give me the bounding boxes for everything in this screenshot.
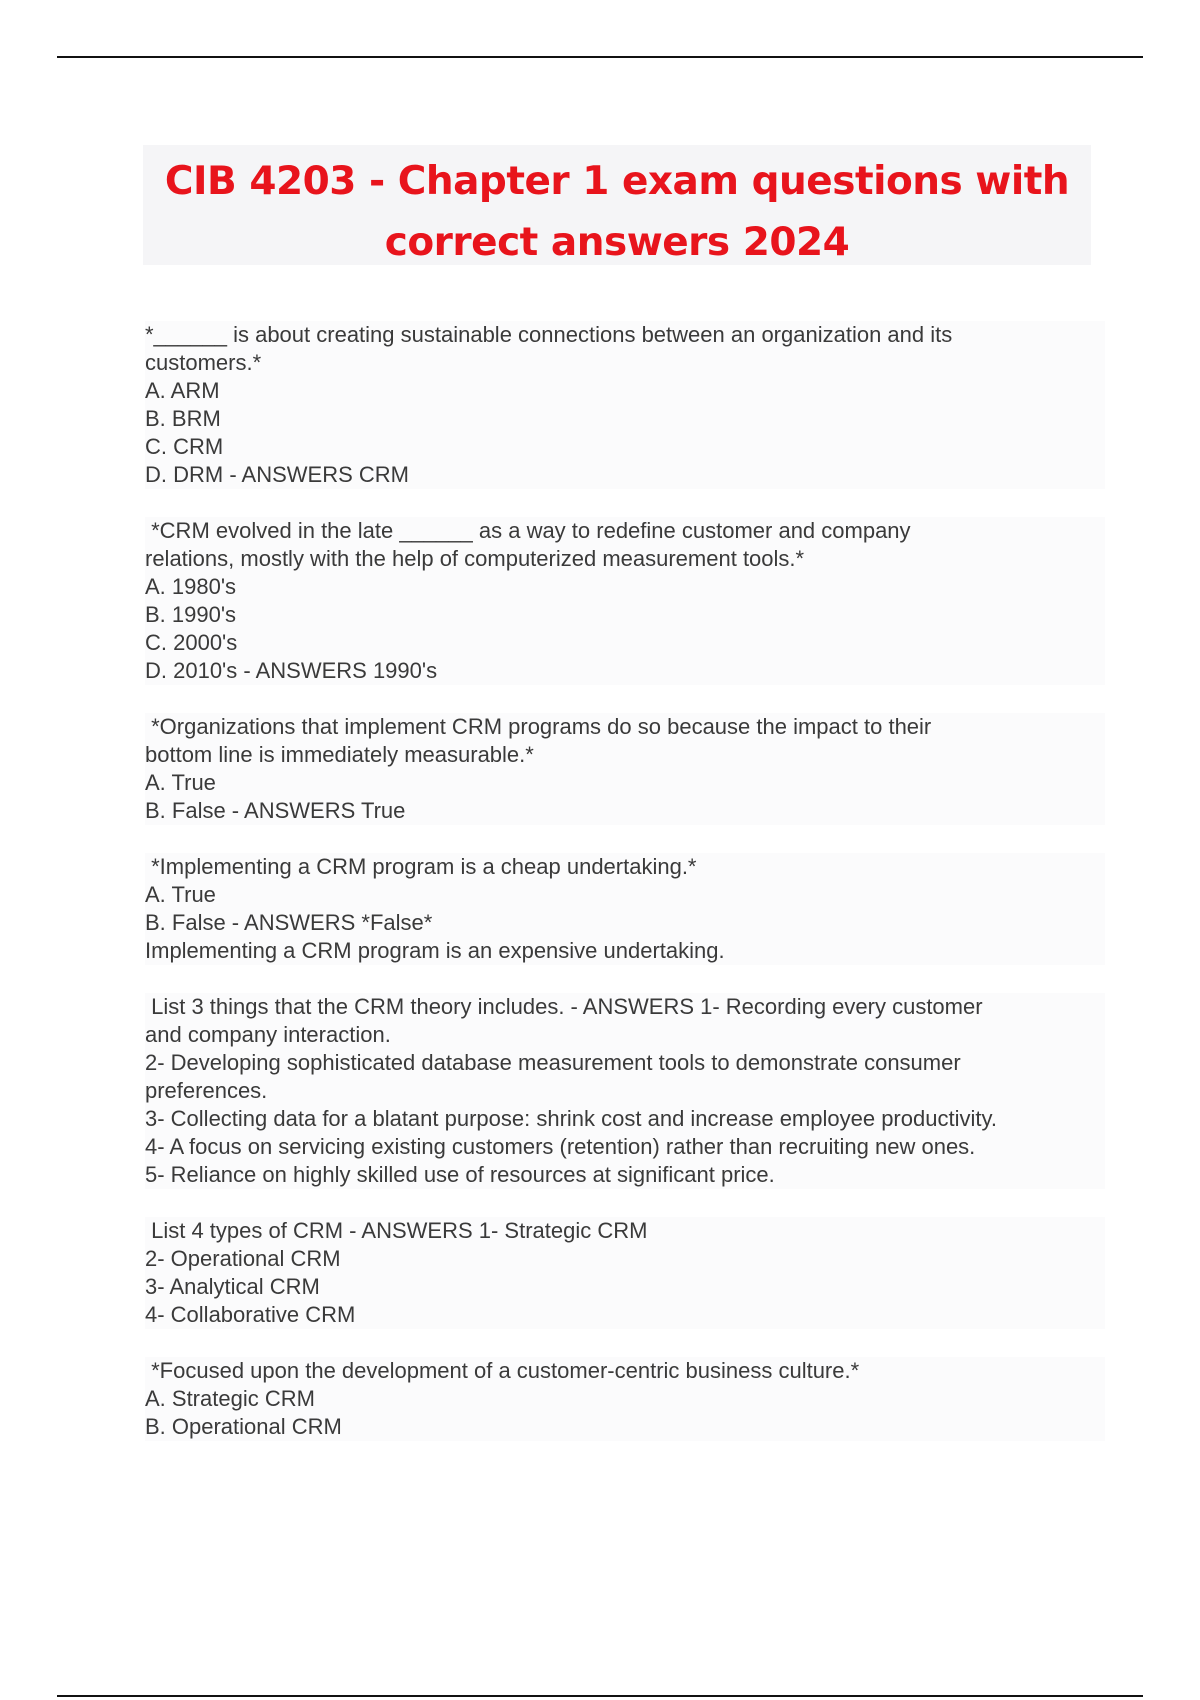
option-line: C. 2000's [145, 629, 1105, 657]
qa-block-3 [145, 713, 1105, 825]
option-line: A. True [145, 769, 1105, 797]
qa-content [145, 321, 1105, 1469]
question-line: bottom line is immediately measurable.* [145, 741, 1105, 769]
answer-line: 3- Collecting data for a blatant purpose: shrink cost and increase employee productivity. [145, 1105, 1105, 1133]
option-line: A. Strategic CRM [145, 1385, 1105, 1413]
answer-line: 4- A focus on servicing existing customers (retention) rather than recruiting new ones. [145, 1133, 1105, 1161]
qa-block-6 [145, 1217, 1105, 1329]
answer-line: B. False - ANSWERS True [145, 797, 1105, 825]
option-line: C. CRM [145, 433, 1105, 461]
answer-line: and company interaction. [145, 1021, 1105, 1049]
question-line: *Implementing a CRM program is a cheap undertaking.* [145, 853, 1105, 881]
option-line: A. 1980's [145, 573, 1105, 601]
document-title-banner [143, 145, 1091, 265]
document-title-line-2: correct answers 2024 [384, 220, 850, 265]
qa-block-2 [145, 517, 1105, 685]
option-line: A. ARM [145, 377, 1105, 405]
qa-block-7 [145, 1357, 1105, 1441]
bottom-rule [57, 1695, 1143, 1697]
answer-line: 3- Analytical CRM [145, 1273, 1105, 1301]
qa-block-5 [145, 993, 1105, 1189]
qa-block-4 [145, 853, 1105, 965]
answer-line: 2- Operational CRM [145, 1245, 1105, 1273]
qa-block-1 [145, 321, 1105, 489]
answer-line: D. 2010's - ANSWERS 1990's [145, 657, 1105, 685]
question-line: *CRM evolved in the late ______ as a way to redefine customer and company [145, 517, 1105, 545]
question-line: *Focused upon the development of a customer-centric business culture.* [145, 1357, 1105, 1385]
question-line: List 4 types of CRM - ANSWERS 1- Strategic CRM [145, 1217, 1105, 1245]
answer-line: 2- Developing sophisticated database measurement tools to demonstrate consumer [145, 1049, 1105, 1077]
answer-line: D. DRM - ANSWERS CRM [145, 461, 1105, 489]
answer-line: 5- Reliance on highly skilled use of resources at significant price. [145, 1161, 1105, 1189]
question-line: *Organizations that implement CRM programs do so because the impact to their [145, 713, 1105, 741]
explanation-line: Implementing a CRM program is an expensive undertaking. [145, 937, 1105, 965]
option-line: B. BRM [145, 405, 1105, 433]
question-line: customers.* [145, 349, 1105, 377]
answer-line: B. False - ANSWERS *False* [145, 909, 1105, 937]
option-line: B. Operational CRM [145, 1413, 1105, 1441]
question-line: *______ is about creating sustainable connections between an organization and its [145, 321, 1105, 349]
answer-line: preferences. [145, 1077, 1105, 1105]
document-title-line-1: CIB 4203 - Chapter 1 exam questions with [164, 159, 1070, 204]
question-line: List 3 things that the CRM theory includes. - ANSWERS 1- Recording every customer [145, 993, 1105, 1021]
question-line: relations, mostly with the help of computerized measurement tools.* [145, 545, 1105, 573]
option-line: A. True [145, 881, 1105, 909]
option-line: B. 1990's [145, 601, 1105, 629]
answer-line: 4- Collaborative CRM [145, 1301, 1105, 1329]
top-rule [57, 56, 1143, 58]
